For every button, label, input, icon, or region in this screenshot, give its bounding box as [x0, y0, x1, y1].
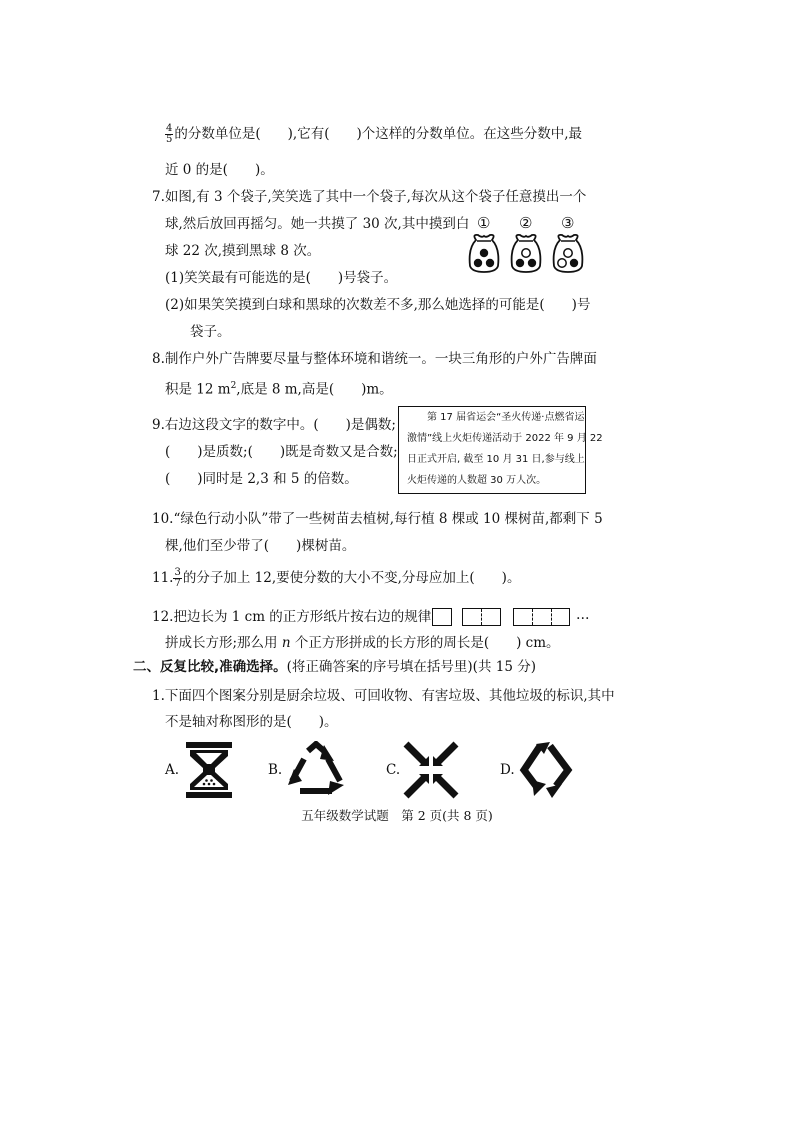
option-c-label: C. — [386, 762, 401, 778]
pattern-ellipsis: … — [576, 607, 590, 623]
option-a-label: A. — [165, 762, 180, 778]
bag-label-2: ② — [519, 214, 533, 232]
q6-line2: 近 0 的是( )。 — [165, 162, 274, 178]
bag-3-icon — [554, 235, 583, 272]
q7-sub2a: (2)如果笑笑摸到白球和黑球的次数差不多,那么她选择的可能是( )号 — [165, 297, 591, 313]
option-d-label: D. — [500, 762, 515, 778]
q10-line1: 10.“绿色行动小队”带了一些树苗去植树,每行植 8 棵或 10 棵树苗,都剩下 5 — [152, 511, 603, 527]
bag-label-1: ① — [477, 214, 491, 232]
fraction-3-7: $\frac{3}{7}$ — [174, 567, 181, 589]
pattern-3-squares — [513, 608, 570, 626]
q12-line1: 12.把边长为 1 cm 的正方形纸片按右边的规律 — [152, 609, 432, 625]
q9-line2: ( )是质数;( )既是奇数又是合数; — [165, 444, 398, 460]
bag-2-icon — [512, 235, 541, 272]
q8-line1: 8.制作户外广告牌要尽量与整体环境和谐统一。一块三角形的户外广告牌面 — [152, 351, 597, 367]
notice-line-3: 日正式开启, 截至 10 月 31 日,参与线上 — [407, 454, 585, 465]
bag-label-3: ③ — [561, 214, 575, 232]
bags-illustration — [462, 232, 592, 274]
notice-line-2: 激情”线上火炬传递活动于 2022 年 9 月 22 — [407, 433, 603, 444]
notice-line-1: 第 17 届省运会“圣火传递·点燃省运 — [427, 412, 585, 423]
pattern-2-squares — [462, 608, 501, 626]
q7-line1: 7.如图,有 3 个袋子,笑笑选了其中一个袋子,每次从这个袋子任意摸出一个 — [152, 189, 587, 205]
hazardous-x-icon — [402, 740, 460, 800]
q12-line2: 拼成长方形;那么用 n 个正方形拼成的长方形的周长是( ) cm。 — [165, 635, 560, 651]
q7-line3: 球 22 次,摸到黑球 8 次。 — [165, 243, 321, 259]
q7-sub1: (1)笑笑最有可能选的是( )号袋子。 — [165, 270, 398, 286]
fraction-4-5: $\frac{4}{5}$ — [166, 123, 173, 145]
q11-line: 11. $\frac{3}{7}$ 的分子加上 12,要使分数的大小不变,分母应加上( )。 — [152, 567, 521, 589]
page-footer: 五年级数学试题 第 2 页(共 8 页) — [301, 808, 493, 823]
q10-line2: 棵,他们至少带了( )棵树苗。 — [165, 538, 356, 554]
q9-line3: ( )同时是 2,3 和 5 的倍数。 — [165, 471, 358, 487]
recycle-icon — [284, 741, 348, 799]
s2-q1-line2: 不是轴对称图形的是( )。 — [165, 714, 338, 730]
q9-line1: 9.右边这段文字的数字中。( )是偶数; — [152, 417, 396, 433]
section2-heading: 二、反复比较,准确选择。(将正确答案的序号填在括号里)(共 15 分) — [133, 659, 536, 675]
s2-q1-line1: 1.下面四个图案分别是厨余垃圾、可回收物、有害垃圾、其他垃圾的标识,其中 — [152, 688, 615, 704]
q8-line2: 积是 12 $m^2$,底是 8 m,高是( )m。 — [165, 381, 393, 398]
q7-line2: 球,然后放回再摇匀。她一共摸了 30 次,其中摸到白 — [165, 216, 470, 232]
q7-sub2b: 袋子。 — [190, 324, 231, 340]
q6-line1: $\frac{4}{5}$ 的分数单位是( ),它有( )个这样的分数单位。在这些分数中,最 — [166, 123, 583, 145]
bag-1-icon — [470, 235, 499, 272]
other-waste-icon — [516, 740, 576, 802]
option-b-label: B. — [268, 762, 283, 778]
notice-box — [398, 406, 603, 494]
pattern-1-square — [432, 608, 452, 626]
hourglass-icon — [184, 741, 234, 799]
notice-line-4: 火炬传递的人数超 30 万人次。 — [407, 475, 547, 486]
